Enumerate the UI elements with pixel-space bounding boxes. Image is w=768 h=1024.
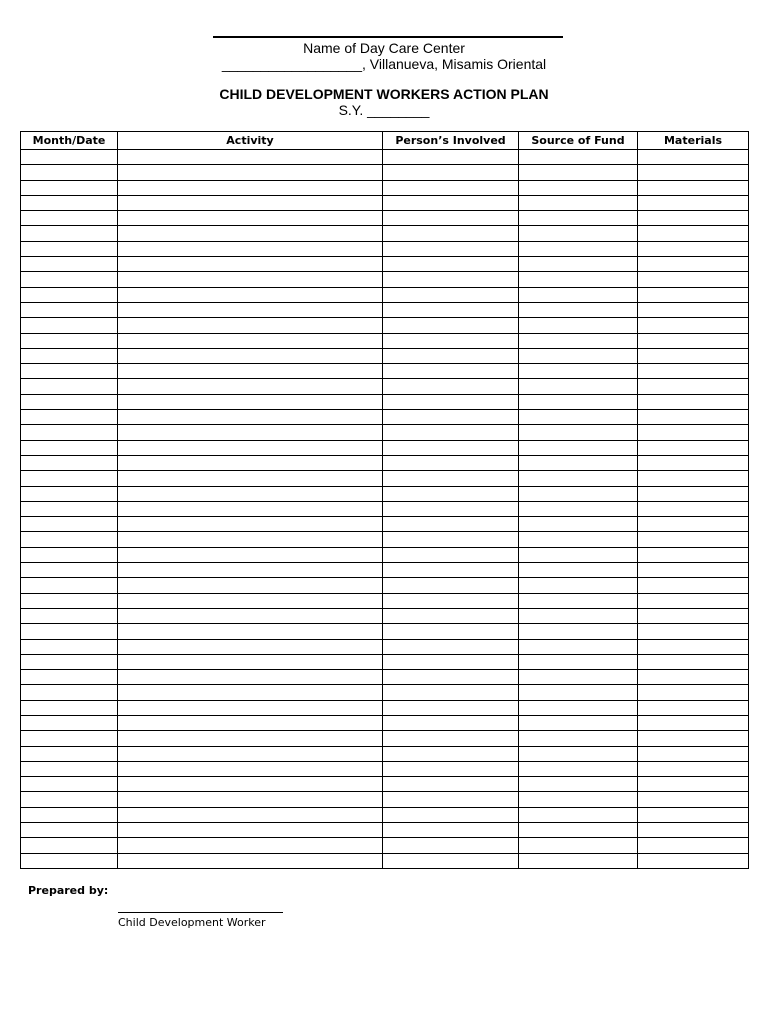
table-cell[interactable] (638, 272, 749, 287)
table-cell[interactable] (118, 715, 383, 730)
table-cell[interactable] (519, 211, 638, 226)
table-body (21, 150, 749, 869)
table-row (21, 318, 749, 333)
table-cell[interactable] (21, 838, 118, 853)
table-row (21, 501, 749, 516)
table-cell[interactable] (638, 700, 749, 715)
table-row (21, 563, 749, 578)
table-cell[interactable] (638, 455, 749, 470)
table-cell[interactable] (519, 333, 638, 348)
table-cell[interactable] (638, 761, 749, 776)
table-cell[interactable] (638, 410, 749, 425)
table-cell[interactable] (383, 792, 519, 807)
table-cell[interactable] (638, 241, 749, 256)
table-cell[interactable] (519, 471, 638, 486)
table-cell[interactable] (638, 150, 749, 165)
table-cell[interactable] (118, 440, 383, 455)
table-row (21, 853, 749, 868)
table-cell[interactable] (519, 670, 638, 685)
table-cell[interactable] (638, 654, 749, 669)
table-cell[interactable] (519, 563, 638, 578)
table-cell[interactable] (21, 180, 118, 195)
table-cell[interactable] (638, 593, 749, 608)
table-cell[interactable] (21, 593, 118, 608)
table-cell[interactable] (383, 425, 519, 440)
table-cell[interactable] (21, 547, 118, 562)
signature-label: Child Development Worker (118, 916, 266, 929)
table-cell[interactable] (118, 287, 383, 302)
table-cell[interactable] (519, 639, 638, 654)
table-cell[interactable] (383, 685, 519, 700)
table-cell[interactable] (638, 715, 749, 730)
table-cell[interactable] (21, 195, 118, 210)
table-cell[interactable] (118, 746, 383, 761)
table-cell[interactable] (638, 639, 749, 654)
table-cell[interactable] (21, 272, 118, 287)
table-cell[interactable] (638, 731, 749, 746)
table-cell[interactable] (638, 547, 749, 562)
table-cell[interactable] (118, 226, 383, 241)
table-cell[interactable] (519, 318, 638, 333)
page-title: CHILD DEVELOPMENT WORKERS ACTION PLAN (219, 86, 549, 102)
table-cell[interactable] (383, 624, 519, 639)
table-cell[interactable] (21, 257, 118, 272)
table-cell[interactable] (118, 333, 383, 348)
table-cell[interactable] (519, 761, 638, 776)
table-cell[interactable] (383, 180, 519, 195)
table-cell[interactable] (383, 547, 519, 562)
table-cell[interactable] (21, 501, 118, 516)
table-row (21, 624, 749, 639)
table-cell[interactable] (383, 853, 519, 868)
table-cell[interactable] (519, 486, 638, 501)
table-row (21, 792, 749, 807)
table-cell[interactable] (118, 593, 383, 608)
table-cell[interactable] (519, 792, 638, 807)
table-cell[interactable] (519, 241, 638, 256)
table-cell[interactable] (638, 823, 749, 838)
table-cell[interactable] (519, 257, 638, 272)
table-row (21, 287, 749, 302)
table-cell[interactable] (383, 654, 519, 669)
table-cell[interactable] (383, 563, 519, 578)
table-cell[interactable] (118, 272, 383, 287)
table-cell[interactable] (519, 195, 638, 210)
table-cell[interactable] (638, 685, 749, 700)
table-cell[interactable] (638, 348, 749, 363)
table-cell[interactable] (638, 746, 749, 761)
table-row (21, 823, 749, 838)
table-cell[interactable] (383, 501, 519, 516)
center-name-label: Name of Day Care Center (303, 40, 465, 56)
table-row (21, 333, 749, 348)
table-cell[interactable] (21, 425, 118, 440)
table-cell[interactable] (118, 180, 383, 195)
prepared-by-label: Prepared by: (28, 884, 109, 897)
table-cell[interactable] (118, 608, 383, 623)
table-row (21, 440, 749, 455)
table-cell[interactable] (21, 761, 118, 776)
table-cell[interactable] (21, 746, 118, 761)
table-cell[interactable] (519, 593, 638, 608)
table-cell[interactable] (21, 731, 118, 746)
table-cell[interactable] (519, 654, 638, 669)
table-cell[interactable] (638, 838, 749, 853)
column-header-persons-involved: Person’s Involved (383, 132, 519, 150)
table-cell[interactable] (383, 440, 519, 455)
table-cell[interactable] (21, 578, 118, 593)
table-cell[interactable] (118, 211, 383, 226)
table-cell[interactable] (21, 532, 118, 547)
table-cell[interactable] (118, 670, 383, 685)
table-cell[interactable] (519, 578, 638, 593)
table-cell[interactable] (118, 517, 383, 532)
table-row (21, 715, 749, 730)
table-cell[interactable] (21, 715, 118, 730)
table-cell[interactable] (21, 348, 118, 363)
table-cell[interactable] (519, 455, 638, 470)
table-row (21, 532, 749, 547)
table-cell[interactable] (383, 670, 519, 685)
table-row (21, 654, 749, 669)
table-cell[interactable] (118, 777, 383, 792)
table-cell[interactable] (383, 318, 519, 333)
table-cell[interactable] (638, 302, 749, 317)
table-cell[interactable] (638, 211, 749, 226)
table-cell[interactable] (519, 440, 638, 455)
table-cell[interactable] (519, 364, 638, 379)
table-row (21, 272, 749, 287)
table-cell[interactable] (519, 838, 638, 853)
table-row (21, 608, 749, 623)
table-cell[interactable] (519, 165, 638, 180)
table-cell[interactable] (21, 807, 118, 822)
table-row (21, 379, 749, 394)
table-cell[interactable] (383, 226, 519, 241)
table-row (21, 761, 749, 776)
table-row (21, 302, 749, 317)
table-cell[interactable] (638, 471, 749, 486)
table-cell[interactable] (118, 150, 383, 165)
table-cell[interactable] (383, 777, 519, 792)
table-cell[interactable] (21, 165, 118, 180)
table-row (21, 150, 749, 165)
table-cell[interactable] (383, 150, 519, 165)
table-cell[interactable] (118, 563, 383, 578)
table-row (21, 578, 749, 593)
table-cell[interactable] (21, 624, 118, 639)
table-cell[interactable] (383, 394, 519, 409)
table-cell[interactable] (519, 501, 638, 516)
table-cell[interactable] (519, 532, 638, 547)
table-cell[interactable] (383, 700, 519, 715)
table-header-row (21, 132, 749, 150)
table-cell[interactable] (519, 150, 638, 165)
table-cell[interactable] (21, 318, 118, 333)
table-cell[interactable] (21, 226, 118, 241)
table-cell[interactable] (118, 165, 383, 180)
table-cell[interactable] (118, 639, 383, 654)
table-cell[interactable] (519, 287, 638, 302)
table-cell[interactable] (21, 685, 118, 700)
table-cell[interactable] (638, 180, 749, 195)
table-cell[interactable] (638, 425, 749, 440)
table-cell[interactable] (383, 257, 519, 272)
table-cell[interactable] (383, 593, 519, 608)
table-cell[interactable] (118, 379, 383, 394)
table-cell[interactable] (118, 425, 383, 440)
table-row (21, 807, 749, 822)
table-cell[interactable] (118, 700, 383, 715)
table-cell[interactable] (638, 165, 749, 180)
table-cell[interactable] (519, 731, 638, 746)
table-cell[interactable] (638, 364, 749, 379)
table-cell[interactable] (383, 578, 519, 593)
table-cell[interactable] (118, 578, 383, 593)
table-cell[interactable] (519, 685, 638, 700)
table-cell[interactable] (118, 501, 383, 516)
table-cell[interactable] (118, 624, 383, 639)
table-cell[interactable] (118, 532, 383, 547)
table-cell[interactable] (118, 838, 383, 853)
table-cell[interactable] (638, 563, 749, 578)
table-cell[interactable] (519, 180, 638, 195)
table-row (21, 348, 749, 363)
table-cell[interactable] (383, 333, 519, 348)
table-cell[interactable] (638, 792, 749, 807)
table-cell[interactable] (519, 302, 638, 317)
table-cell[interactable] (21, 211, 118, 226)
table-row (21, 226, 749, 241)
table-cell[interactable] (118, 761, 383, 776)
column-header-month-date: Month/Date (21, 132, 118, 150)
table-cell[interactable] (118, 195, 383, 210)
table-cell[interactable] (638, 608, 749, 623)
table-cell[interactable] (383, 807, 519, 822)
table-row (21, 257, 749, 272)
table-cell[interactable] (383, 715, 519, 730)
table-cell[interactable] (21, 455, 118, 470)
table-cell[interactable] (118, 318, 383, 333)
table-cell[interactable] (21, 517, 118, 532)
table-row (21, 180, 749, 195)
table-cell[interactable] (383, 241, 519, 256)
table-cell[interactable] (21, 608, 118, 623)
table-cell[interactable] (21, 364, 118, 379)
table-cell[interactable] (519, 746, 638, 761)
table-cell[interactable] (638, 318, 749, 333)
table-cell[interactable] (21, 287, 118, 302)
table-cell[interactable] (519, 517, 638, 532)
table-cell[interactable] (118, 302, 383, 317)
table-cell[interactable] (638, 853, 749, 868)
table-row (21, 700, 749, 715)
table-cell[interactable] (638, 777, 749, 792)
table-cell[interactable] (638, 440, 749, 455)
table-cell[interactable] (638, 379, 749, 394)
school-year: S.Y. ________ (338, 102, 430, 118)
column-header-source-of-fund: Source of Fund (519, 132, 638, 150)
table-cell[interactable] (519, 823, 638, 838)
table-cell[interactable] (519, 379, 638, 394)
table-row (21, 165, 749, 180)
table-cell[interactable] (383, 486, 519, 501)
table-cell[interactable] (118, 654, 383, 669)
table-cell[interactable] (21, 777, 118, 792)
table-cell[interactable] (118, 410, 383, 425)
table-row (21, 838, 749, 853)
table-cell[interactable] (638, 486, 749, 501)
table-row (21, 777, 749, 792)
table-cell[interactable] (21, 241, 118, 256)
table-cell[interactable] (21, 394, 118, 409)
table-cell[interactable] (21, 639, 118, 654)
table-cell[interactable] (638, 517, 749, 532)
table-cell[interactable] (118, 823, 383, 838)
table-cell[interactable] (383, 364, 519, 379)
table-cell[interactable] (383, 761, 519, 776)
table-cell[interactable] (383, 731, 519, 746)
table-cell[interactable] (118, 792, 383, 807)
table-cell[interactable] (118, 807, 383, 822)
table-cell[interactable] (118, 547, 383, 562)
table-cell[interactable] (383, 211, 519, 226)
table-cell[interactable] (21, 853, 118, 868)
table-cell[interactable] (519, 348, 638, 363)
table-cell[interactable] (21, 486, 118, 501)
table-row (21, 639, 749, 654)
table-cell[interactable] (383, 823, 519, 838)
table-row (21, 211, 749, 226)
table-cell[interactable] (638, 578, 749, 593)
table-cell[interactable] (383, 410, 519, 425)
table-cell[interactable] (383, 287, 519, 302)
table-cell[interactable] (519, 853, 638, 868)
table-row (21, 195, 749, 210)
table-row (21, 455, 749, 470)
table-cell[interactable] (118, 486, 383, 501)
table-cell[interactable] (519, 777, 638, 792)
table-cell[interactable] (21, 150, 118, 165)
table-row (21, 486, 749, 501)
table-cell[interactable] (118, 685, 383, 700)
table-cell[interactable] (383, 608, 519, 623)
table-row (21, 547, 749, 562)
table-row (21, 394, 749, 409)
center-name-blank-line (213, 36, 563, 38)
table-cell[interactable] (21, 700, 118, 715)
table-cell[interactable] (519, 715, 638, 730)
table-cell[interactable] (118, 394, 383, 409)
table-cell[interactable] (383, 471, 519, 486)
table-cell[interactable] (383, 517, 519, 532)
table-cell[interactable] (638, 670, 749, 685)
table-cell[interactable] (383, 272, 519, 287)
table-cell[interactable] (519, 272, 638, 287)
table-cell[interactable] (519, 700, 638, 715)
table-cell[interactable] (383, 838, 519, 853)
signature-line (118, 912, 283, 913)
table-cell[interactable] (638, 807, 749, 822)
table-cell[interactable] (638, 287, 749, 302)
table-cell[interactable] (21, 410, 118, 425)
table-cell[interactable] (383, 455, 519, 470)
table-cell[interactable] (21, 333, 118, 348)
table-cell[interactable] (21, 471, 118, 486)
table-cell[interactable] (638, 333, 749, 348)
table-cell[interactable] (383, 746, 519, 761)
table-row (21, 241, 749, 256)
table-cell[interactable] (638, 226, 749, 241)
table-cell[interactable] (383, 379, 519, 394)
table-cell[interactable] (21, 823, 118, 838)
table-cell[interactable] (638, 532, 749, 547)
table-row (21, 471, 749, 486)
table-cell[interactable] (519, 425, 638, 440)
table-row (21, 364, 749, 379)
table-cell[interactable] (21, 440, 118, 455)
table-cell[interactable] (638, 257, 749, 272)
table-cell[interactable] (21, 792, 118, 807)
table-cell[interactable] (519, 394, 638, 409)
table-row (21, 731, 749, 746)
table-row (21, 670, 749, 685)
table-cell[interactable] (638, 195, 749, 210)
table-cell[interactable] (118, 241, 383, 256)
table-cell[interactable] (638, 394, 749, 409)
table-cell[interactable] (383, 195, 519, 210)
table-cell[interactable] (519, 624, 638, 639)
table-cell[interactable] (638, 624, 749, 639)
location-line: __________________, Villanueva, Misamis Oriental (221, 56, 547, 72)
table-cell[interactable] (21, 563, 118, 578)
table-cell[interactable] (118, 257, 383, 272)
table-cell[interactable] (118, 731, 383, 746)
table-cell[interactable] (519, 410, 638, 425)
table-cell[interactable] (21, 670, 118, 685)
table-cell[interactable] (383, 302, 519, 317)
column-header-activity: Activity (118, 132, 383, 150)
table-cell[interactable] (383, 165, 519, 180)
table-cell[interactable] (519, 547, 638, 562)
table-cell[interactable] (383, 532, 519, 547)
table-cell[interactable] (638, 501, 749, 516)
table-cell[interactable] (118, 455, 383, 470)
table-cell[interactable] (383, 639, 519, 654)
table-cell[interactable] (519, 608, 638, 623)
table-cell[interactable] (118, 348, 383, 363)
table-cell[interactable] (519, 226, 638, 241)
table-cell[interactable] (21, 302, 118, 317)
table-cell[interactable] (118, 471, 383, 486)
table-cell[interactable] (383, 348, 519, 363)
table-cell[interactable] (21, 379, 118, 394)
table-row (21, 410, 749, 425)
table-cell[interactable] (118, 853, 383, 868)
action-plan-table (20, 131, 749, 869)
table-cell[interactable] (118, 364, 383, 379)
table-row (21, 685, 749, 700)
table-cell[interactable] (21, 654, 118, 669)
table-cell[interactable] (519, 807, 638, 822)
column-header-materials: Materials (638, 132, 749, 150)
table-row (21, 593, 749, 608)
table-row (21, 517, 749, 532)
table-row (21, 425, 749, 440)
table-row (21, 746, 749, 761)
